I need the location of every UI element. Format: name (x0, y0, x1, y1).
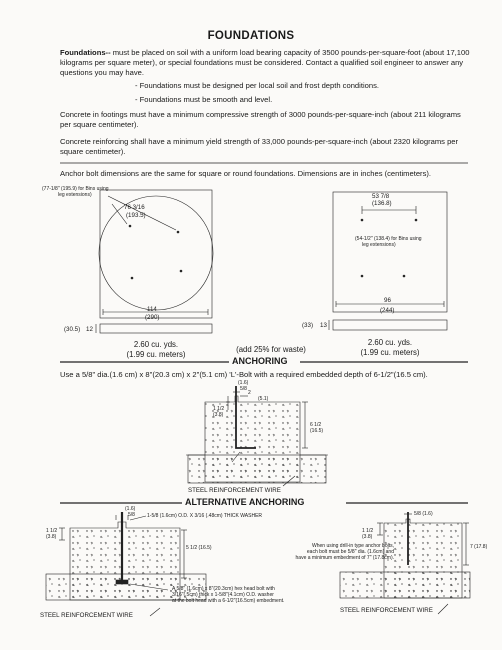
round-thick-in: 12 (86, 326, 93, 333)
round-thick-cm: (30.5) (64, 326, 81, 333)
alt-right-112-cm: (3.8) (362, 534, 373, 540)
alt-drill-note-1: When using drill-in type anchor bolts, (312, 543, 394, 549)
round-volume: 2.60 cu. yds. (133, 340, 179, 349)
anchoring-instruction: Use a 5/8" dia.(1.6 cm) x 8"(20.3 cm) x 2"(5.1 cm) 'L'-Bolt with a required embedded depth of 6-1/2"(16.5 cm). (60, 370, 428, 379)
anchoring-dim-2: 2 (248, 390, 251, 396)
alt-right-7: 7 (17.8) (470, 544, 488, 550)
intro-lead: Foundations-- (60, 48, 111, 57)
round-diag-cm: (193.5) (126, 212, 146, 219)
round-width-in: 114 (147, 306, 157, 313)
round-volume-m: (1.99 cu. meters) (126, 350, 186, 359)
alt-heading: ALTERNATIVE ANCHORING (182, 497, 307, 507)
square-width-cm: (244) (380, 307, 395, 314)
round-width-cm: (290) (145, 314, 160, 321)
alt-top-in: 5/8 (128, 512, 135, 518)
anchoring-wire-label: STEEL REINFORCEMENT WIRE (188, 487, 281, 494)
alt-dim-112: 1 1/2 (46, 528, 58, 534)
alt-bolt-note-1: A 5/8" (1.6cm) x 8"(20.3cm) hex head bolt with (172, 586, 275, 592)
square-top-in: 53 7/8 (372, 193, 390, 200)
square-volume-m: (1.99 cu. meters) (360, 348, 420, 357)
anchoring-dim-612-cm: (16.5) (310, 428, 324, 434)
round-ext-note-1: (77-1/8" (195.9) for Bins using (42, 186, 109, 192)
anchoring-top-cm: (1.6) (238, 380, 249, 386)
alt-bolt-note-3: at the bolt head with a 6-1/2"(16.5cm) embedment. (172, 598, 285, 604)
square-volume: 2.60 cu. yds. (367, 338, 413, 347)
square-width-in: 96 (384, 297, 391, 304)
round-diag-in: 76 3/16 (124, 204, 145, 211)
anchoring-dim-112: 1 1/2 (213, 406, 225, 412)
square-ext-note-2: leg extensions) (362, 242, 396, 248)
anchoring-detail-drawing (186, 386, 328, 486)
square-ext-note-1: (54-1/2" (138.4) for Bins using (355, 236, 422, 242)
alt-washer-note: 1-5/8 (1.6cm) O.D. X 3/16 (.48cm) THICK WASHER (147, 513, 263, 519)
page-title: FOUNDATIONS (207, 30, 295, 42)
anchoring-heading: ANCHORING (229, 356, 291, 366)
intro-text: must be placed on soil with a uniform load bearing capacity of 3500 pounds-per-square-foot (about 17,100 kilograms per square meter), or special foundations must be considered. Contact a qualified soil engineer to answer any questions you may have. (60, 48, 470, 77)
concrete-paragraph: Concrete in footings must have a minimum compressive strength of 3000 pounds-per-square-inch (about 211 kilograms per square centimeter). (60, 110, 461, 129)
square-thick-in: 13 (320, 322, 327, 329)
round-ext-note-2: leg extensions) (58, 192, 92, 198)
alt-top-cm: (1.6) (125, 506, 136, 512)
alt-drill-note-3: have a minimum embedment of 7" (17.8cm). (295, 555, 394, 561)
alt-bolt-note-2: 3/16"(.5cm) thick x 1-5/8"(4.1cm) O.D. washer (172, 592, 274, 598)
anchoring-dim-2-cm: (5.1) (258, 396, 269, 402)
bullet-1: - Foundations must be designed per local soil and frost depth conditions. (135, 81, 379, 90)
anchoring-dim-112-cm: (3.8) (213, 412, 224, 418)
alt-drill-note-2: each bolt must be 5/8" dia. (1.6cm) and (306, 549, 394, 555)
alt-dim-112-cm: (3.8) (46, 534, 57, 540)
alt-dim-512: 5 1/2 (16.5) (186, 545, 212, 551)
anchor-note: Anchor bolt dimensions are the same for square or round foundations. Dimensions are in inches (centimeters). (60, 169, 432, 178)
waste-note: (add 25% for waste) (236, 345, 306, 354)
alt-right-top: 5/8 (1.6) (414, 511, 433, 517)
square-thick-cm: (33) (302, 322, 314, 329)
reinforcing-paragraph: Concrete reinforcing shall have a minimum yield strength of 33,000 pounds-per-square-inch (about 2320 kilograms per square centimeter). (60, 137, 459, 156)
alt-wire-left-label: STEEL REINFORCEMENT WIRE (40, 612, 133, 619)
anchoring-dim-612: 6 1/2 (310, 422, 322, 428)
alt-wire-right-label: STEEL REINFORCEMENT WIRE (340, 607, 433, 614)
alt-right-detail-drawing (340, 512, 470, 614)
alt-right-112: 1 1/2 (362, 528, 374, 534)
square-top-cm: (136.8) (372, 200, 392, 207)
anchoring-top-in: 5/8 (240, 386, 247, 392)
bullet-2: - Foundations must be smooth and level. (135, 95, 273, 104)
